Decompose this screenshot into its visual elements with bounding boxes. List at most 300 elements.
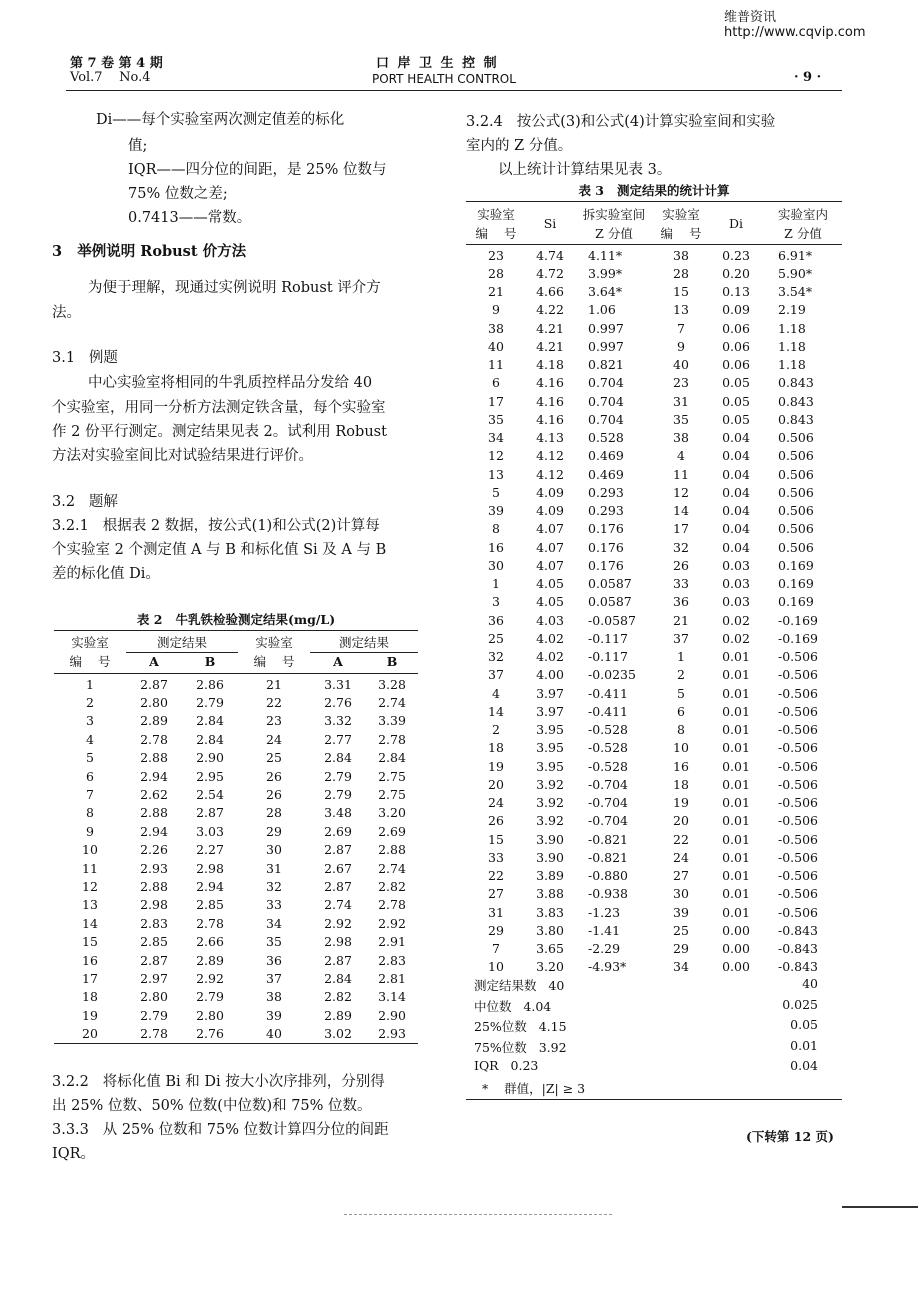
table3-cell: 28: [673, 265, 689, 281]
table2-cell: 24: [266, 731, 282, 747]
table3-row: [466, 921, 842, 939]
table3-stat-value: 0.01: [790, 1037, 818, 1053]
table2-cell: 3.31: [324, 676, 352, 692]
table3-cell: 8: [492, 521, 500, 537]
table3-cell: -0.506: [778, 722, 819, 738]
table3-cell: 29: [488, 922, 504, 938]
table3-cell: 3.95: [536, 740, 564, 756]
t3-h-within: 实验室内: [777, 206, 828, 222]
table3-cell: 22: [488, 868, 504, 884]
table2-cell: 36: [266, 952, 282, 968]
table3-cell: 9: [492, 302, 500, 318]
table2-cell: 2.87: [324, 952, 352, 968]
table2-cell: 2.89: [140, 713, 168, 729]
table3-cell: 0.843: [778, 393, 814, 409]
table2-cell: 2.80: [140, 989, 168, 1005]
table3-cell: 31: [488, 904, 504, 920]
journal-title-en: PORT HEALTH CONTROL: [372, 72, 516, 86]
table3-cell: 0.997: [588, 320, 624, 336]
table3-cell: -0.506: [778, 776, 819, 792]
table2-cell: 2.90: [196, 750, 224, 766]
table3-cell: 0.843: [778, 411, 814, 427]
table3-cell: -0.821: [588, 849, 629, 865]
table3-stat-label: 测定结果数 40: [474, 978, 565, 993]
table3-cell: 13: [488, 466, 504, 482]
table3-cell: 0.20: [722, 265, 750, 281]
table3-cell: 4: [677, 448, 685, 464]
table3-cell: 0.506: [778, 539, 814, 555]
table3-cell: 4.16: [536, 411, 564, 427]
table2-cell: 2: [86, 695, 94, 711]
def-constant: 0.7413——常数。: [128, 210, 252, 226]
table2-cell: 22: [266, 695, 282, 711]
t2-h-lab: 实验室: [71, 635, 109, 650]
table3-cell: 3: [492, 594, 500, 610]
table3-cell: -0.843: [778, 959, 819, 975]
table3-cell: 0.506: [778, 466, 814, 482]
table3-cell: -0.506: [778, 904, 819, 920]
table3-cell: 4.07: [536, 557, 564, 573]
table3-cell: 21: [673, 612, 689, 628]
table3-stat-row: [474, 1017, 842, 1038]
table2-cell: 17: [82, 970, 98, 986]
def-di-line2: 值;: [128, 138, 148, 154]
table2-cell: 10: [82, 842, 98, 858]
site-watermark: 维普资讯 http://www.cqvip.com: [724, 10, 866, 40]
table3-cell: 0.176: [588, 539, 624, 555]
table3-cell: 33: [488, 849, 504, 865]
table2-cell: 2.27: [196, 842, 224, 858]
table3-cell: 33: [673, 576, 689, 592]
table3-cell: 3.92: [536, 795, 564, 811]
t2-h-result2: 测定结果: [310, 632, 418, 652]
table3-cell: 3.97: [536, 685, 564, 701]
table2-cell: 2.80: [140, 695, 168, 711]
table3-cell: 24: [673, 849, 689, 865]
table3-row: [466, 392, 842, 410]
t3-h-si: Si: [543, 215, 557, 231]
table2-cell: 2.98: [196, 860, 224, 876]
table3-row: [466, 502, 842, 520]
see-table3: 以上统计计算结果见表 3。: [498, 162, 672, 178]
table2-cell: 2.75: [378, 768, 406, 784]
table2-row: [54, 767, 418, 785]
step-324-line2: 室内的 Z 分值。: [466, 138, 573, 154]
table3-cell: 0.04: [722, 430, 750, 446]
table2-mid-rule: [54, 673, 418, 674]
table2-cell: 2.87: [196, 805, 224, 821]
table3-cell: 1.06: [588, 302, 616, 318]
table2-cell: 9: [86, 823, 94, 839]
table3-cell: 0.0587: [588, 594, 632, 610]
table3-cell: 3.95: [536, 758, 564, 774]
table2-cell: 2.76: [324, 695, 352, 711]
table3-cell: 39: [488, 503, 504, 519]
table2-cell: 3.28: [378, 676, 406, 692]
table3-cell: 15: [488, 831, 504, 847]
table2-cell: 14: [82, 915, 98, 931]
table3-cell: -1.41: [588, 922, 621, 938]
table3-cell: 0.04: [722, 466, 750, 482]
table3-cell: 0.293: [588, 503, 624, 519]
table3-cell: 16: [673, 758, 689, 774]
table3-cell: 27: [488, 886, 504, 902]
table2-cell: 3.32: [324, 713, 352, 729]
table3-cell: 3.92: [536, 813, 564, 829]
example-line4: 方法对实验室间比对试验结果进行评价。: [52, 448, 313, 464]
table3-cell: 4.09: [536, 503, 564, 519]
table3-cell: 0.03: [722, 576, 750, 592]
table3-cell: -0.0235: [588, 667, 636, 683]
table3-cell: 0.01: [722, 886, 750, 902]
journal-title-cn: 口 岸 卫 生 控 制: [376, 56, 499, 71]
table2-row: [54, 1024, 418, 1042]
step-324-line1: 3.2.4 按公式(3)和公式(4)计算实验室间和实验: [466, 114, 776, 130]
table2-cell: 2.79: [196, 695, 224, 711]
table2-cell: 2.77: [324, 731, 352, 747]
t2-h-lab2: 实验室: [255, 635, 293, 650]
table2-cell: 11: [82, 860, 98, 876]
table2-cell: 2.87: [324, 842, 352, 858]
table3-cell: 36: [673, 594, 689, 610]
table2-row: [54, 988, 418, 1006]
table3-cell: 19: [673, 795, 689, 811]
table3-cell: -0.506: [778, 703, 819, 719]
table2-cell: 2.79: [196, 989, 224, 1005]
table3-cell: 9: [677, 338, 685, 354]
table3-row: [466, 666, 842, 684]
table3-cell: 0.506: [778, 430, 814, 446]
table2-cell: 2.62: [140, 787, 168, 803]
table3-cell: 4.05: [536, 576, 564, 592]
table3-cell: 0.528: [588, 430, 624, 446]
table3-cell: 3.95: [536, 722, 564, 738]
step-321-line3: 差的标化值 Di。: [52, 566, 160, 582]
table3-row: [466, 593, 842, 611]
table3-cell: -0.938: [588, 886, 629, 902]
table3-row: [466, 903, 842, 921]
def-iqr-line1: IQR——四分位的间距，是 25% 位数与: [128, 162, 387, 178]
table3-row: [466, 246, 842, 264]
table2-cell: 2.91: [378, 934, 406, 950]
table3-cell: 30: [673, 886, 689, 902]
table3-cell: 0.09: [722, 302, 750, 318]
table3-cell: 0.04: [722, 521, 750, 537]
table2-cell: 2.97: [140, 970, 168, 986]
table3-cell: 4.21: [536, 320, 564, 336]
table3-cell: 0.01: [722, 849, 750, 865]
table2-cell: 2.79: [324, 768, 352, 784]
table3-cell: 3.83: [536, 904, 564, 920]
table3-row: [466, 483, 842, 501]
table3-cell: -0.506: [778, 667, 819, 683]
table3-cell: 11: [673, 466, 689, 482]
table2-cell: 5: [86, 750, 94, 766]
table2-bottom-rule: [54, 1043, 418, 1044]
table3-cell: 0.704: [588, 393, 624, 409]
table3-cell: 21: [488, 284, 504, 300]
table3-stats: [474, 976, 842, 1079]
table2-cell: 2.87: [140, 952, 168, 968]
table3-cell: -0.506: [778, 685, 819, 701]
table3-cell: -0.528: [588, 722, 629, 738]
table3-stat-row: [474, 997, 842, 1018]
table3-row: [466, 556, 842, 574]
table3-cell: 19: [488, 758, 504, 774]
table3-cell: 14: [673, 503, 689, 519]
table3-cell: 4.02: [536, 649, 564, 665]
table3-cell: 0.704: [588, 411, 624, 427]
t3-h-lab2: 实验室: [662, 206, 700, 222]
table3-cell: 0.03: [722, 594, 750, 610]
table2-cell: 13: [82, 897, 98, 913]
table3-cell: 4.74: [536, 247, 564, 263]
table3-cell: 0.01: [722, 722, 750, 738]
table3-cell: 25: [673, 922, 689, 938]
table3-cell: 0.00: [722, 922, 750, 938]
example-line1: 中心实验室将相同的牛乳质控样品分发给 40: [88, 375, 373, 391]
table3-cell: 14: [488, 703, 504, 719]
table2-cell: 2.54: [196, 787, 224, 803]
t3-h-between: 拆实验室间: [582, 206, 646, 222]
table2-row: [54, 859, 418, 877]
table3-cell: -0.880: [588, 868, 629, 884]
table3-row: [466, 410, 842, 428]
table3-cell: 30: [488, 557, 504, 573]
table3-cell: 3.20: [536, 959, 564, 975]
table3-cell: 4.16: [536, 375, 564, 391]
table3-cell: 0.01: [722, 649, 750, 665]
table3-row: [466, 283, 842, 301]
step-333-line2: IQR。: [52, 1146, 96, 1162]
table2-row: [54, 675, 418, 693]
table2-cell: 2.88: [140, 878, 168, 894]
table2-cell: 3.20: [378, 805, 406, 821]
table2-cell: 32: [266, 878, 282, 894]
table2-cell: 2.88: [140, 750, 168, 766]
table3-cell: -0.506: [778, 795, 819, 811]
table3-row: [466, 958, 842, 976]
table2-cell: 2.87: [324, 878, 352, 894]
table3-cell: -2.29: [588, 941, 621, 957]
table3-cell: 3.99*: [588, 265, 623, 281]
table2-row: [54, 804, 418, 822]
table3-cell: 2: [492, 722, 500, 738]
table2-cell: 28: [266, 805, 282, 821]
table3-cell: 0.05: [722, 393, 750, 409]
continued-note: (下转第 12 页): [746, 1129, 834, 1144]
table2-cell: 2.79: [140, 1007, 168, 1023]
table3-stat-label: IQR 0.23: [474, 1058, 539, 1073]
table3-cell: 3.88: [536, 886, 564, 902]
table3-cell: 12: [488, 448, 504, 464]
table3-cell: 5: [492, 484, 500, 500]
table3-cell: -0.528: [588, 740, 629, 756]
table2-cell: 3: [86, 713, 94, 729]
section-3-heading: 3 举例说明 Robust 价方法: [52, 243, 247, 260]
table3-cell: 37: [673, 630, 689, 646]
table3-cell: 20: [673, 813, 689, 829]
table3-cell: 0.01: [722, 740, 750, 756]
scan-artifact-mark: [842, 1206, 918, 1208]
t3-h-di: Di: [728, 215, 744, 231]
table2-row: [54, 896, 418, 914]
table2-cell: 2.84: [324, 750, 352, 766]
table2-cell: 40: [266, 1026, 282, 1042]
table2-cell: 2.78: [140, 1026, 168, 1042]
table2-cell: 2.74: [378, 695, 406, 711]
table3-cell: 0.0587: [588, 576, 632, 592]
table2-cell: 2.93: [378, 1026, 406, 1042]
header-rule: [66, 90, 842, 91]
table3-cell: 0.506: [778, 448, 814, 464]
table3-stat-row: [474, 1058, 842, 1079]
table3-cell: 0.02: [722, 630, 750, 646]
table2-cell: 20: [82, 1026, 98, 1042]
volume-cn: 第 7 卷 第 4 期: [70, 56, 163, 71]
table2-row: [54, 693, 418, 711]
table3-cell: 1: [677, 649, 685, 665]
table3-cell: 3.90: [536, 849, 564, 865]
table2-cell: 2.74: [324, 897, 352, 913]
table2-cell: 25: [266, 750, 282, 766]
table3-cell: 15: [673, 284, 689, 300]
table3-cell: 0.01: [722, 667, 750, 683]
table3-footnote: * 群值，|Z| ≥ 3: [482, 1081, 586, 1096]
table3-cell: 4.16: [536, 393, 564, 409]
table3-cell: 0.13: [722, 284, 750, 300]
table3-cell: 4.02: [536, 630, 564, 646]
table2-cell: 34: [266, 915, 282, 931]
table3-cell: -0.704: [588, 776, 629, 792]
table2-cell: 2.74: [378, 860, 406, 876]
table2-cell: 2.83: [140, 915, 168, 931]
table2-row: [54, 969, 418, 987]
table2-row: [54, 877, 418, 895]
table3-cell: 17: [488, 393, 504, 409]
table3-cell: 0.169: [778, 576, 814, 592]
table3-row: [466, 684, 842, 702]
table2-cell: 3.02: [324, 1026, 352, 1042]
table3-cell: 3.54*: [778, 284, 813, 300]
table3-row: [466, 775, 842, 793]
table3-mid-rule: [466, 244, 842, 245]
example-line3: 作 2 份平行测定。测定结果见表 2。试利用 Robust: [52, 424, 387, 440]
table3-cell: 16: [488, 539, 504, 555]
table3-row: [466, 447, 842, 465]
table3-stat-value: 0.04: [790, 1058, 818, 1073]
table3-cell: -0.843: [778, 922, 819, 938]
table3-cell: 0.06: [722, 338, 750, 354]
t2-h-a2: A: [333, 653, 343, 669]
table3-cell: 0.04: [722, 448, 750, 464]
table3-cell: -0.704: [588, 795, 629, 811]
t3-h-lab: 实验室: [477, 206, 515, 222]
table3-cell: 0.997: [588, 338, 624, 354]
table3-cell: 3.97: [536, 703, 564, 719]
table2-cell: 30: [266, 842, 282, 858]
table3-cell: 35: [673, 411, 689, 427]
table3-cell: 37: [488, 667, 504, 683]
table3-cell: 4.18: [536, 357, 564, 373]
table2-cell: 3.14: [378, 989, 406, 1005]
table3-row: [466, 757, 842, 775]
t3-h-no2: 编 号: [660, 225, 702, 241]
table3-cell: 10: [488, 959, 504, 975]
table3-row: [466, 520, 842, 538]
table2-cell: 7: [86, 787, 94, 803]
table3-header: [466, 204, 842, 242]
table3-cell: 34: [673, 959, 689, 975]
table3-cell: 20: [488, 776, 504, 792]
table3-cell: 40: [673, 357, 689, 373]
table3-cell: -0.843: [778, 941, 819, 957]
table2-cell: 2.92: [196, 970, 224, 986]
table2-cell: 2.93: [140, 860, 168, 876]
table2-cell: 37: [266, 970, 282, 986]
step-321-line1: 3.2.1 根据表 2 数据，按公式(1)和公式(2)计算每: [52, 518, 380, 534]
table3-cell: 6: [492, 375, 500, 391]
table3-cell: 0.02: [722, 612, 750, 628]
table3-cell: 27: [673, 868, 689, 884]
table3-cell: 0.169: [778, 594, 814, 610]
table2-cell: 15: [82, 934, 98, 950]
table3-cell: -0.117: [588, 649, 629, 665]
table2-row: [54, 914, 418, 932]
table3-cell: 10: [673, 740, 689, 756]
table3-cell: 4.07: [536, 521, 564, 537]
table3-cell: -1.23: [588, 904, 621, 920]
table3-row: [466, 940, 842, 958]
table2-cell: 2.76: [196, 1026, 224, 1042]
table2-cell: 26: [266, 787, 282, 803]
table3-cell: 4.11*: [588, 247, 623, 263]
table2-cell: 2.78: [378, 731, 406, 747]
table2-cell: 2.78: [140, 731, 168, 747]
table3-stat-value: 40: [802, 976, 818, 991]
table3-row: [466, 465, 842, 483]
table3-cell: -0.117: [588, 630, 629, 646]
table2-cell: 6: [86, 768, 94, 784]
table2-cell: 2.79: [324, 787, 352, 803]
table2-cell: 2.78: [378, 897, 406, 913]
table3-row: [466, 264, 842, 282]
table3-cell: 22: [673, 831, 689, 847]
table2-cell: 33: [266, 897, 282, 913]
table2-cell: 2.67: [324, 860, 352, 876]
t2-h-no2: 编 号: [253, 654, 295, 669]
table2-cell: 2.75: [378, 787, 406, 803]
table2-cell: 2.89: [196, 952, 224, 968]
table3-row: [466, 629, 842, 647]
table2-cell: 31: [266, 860, 282, 876]
table3-cell: 1.18: [778, 357, 806, 373]
table3-cell: 0.04: [722, 484, 750, 500]
table3-cell: 0.469: [588, 448, 624, 464]
table3-cell: 4.22: [536, 302, 564, 318]
table3-cell: 0.843: [778, 375, 814, 391]
table2-body: [54, 675, 418, 1043]
table3-cell: 36: [488, 612, 504, 628]
t2-h-no: 编 号: [69, 654, 111, 669]
table3-cell: -0.506: [778, 831, 819, 847]
table2-cell: 2.26: [140, 842, 168, 858]
table3-cell: 28: [488, 265, 504, 281]
table3-cell: 4.09: [536, 484, 564, 500]
table3-row: [466, 739, 842, 757]
table3-row: [466, 319, 842, 337]
table2-row: [54, 749, 418, 767]
